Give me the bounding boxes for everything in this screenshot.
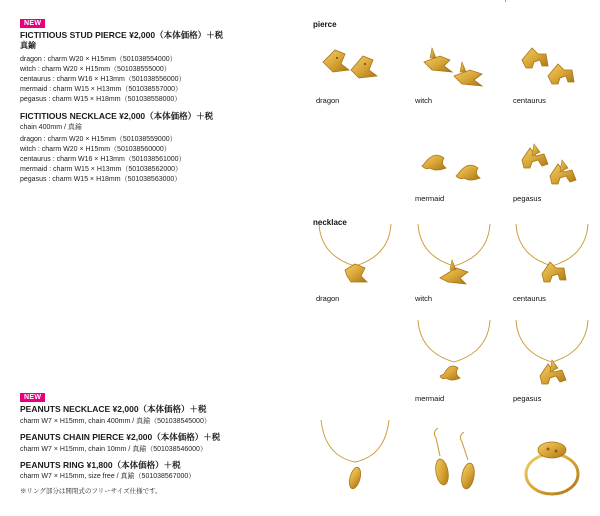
new-badge: NEW [20, 19, 45, 28]
peanuts-necklace-image [311, 416, 399, 508]
product-photo-pierce-mermaid [410, 116, 498, 208]
section-label-pierce: pierce [313, 20, 337, 29]
top-rule-mark [505, 0, 506, 2]
spec-line: charm W7 × H15mm, size free / 真鍮（501038567000） [20, 473, 196, 480]
spec-line: charm W7 × H15mm, chain 400mm / 真鍮（501038545000） [20, 418, 211, 425]
product-photo-pierce-witch [410, 18, 498, 110]
product-photo-peanuts-necklace [311, 416, 399, 508]
photo-label: dragon [316, 96, 340, 105]
fictitious-necklace-chain: chain 400mm / 真鍮 [20, 124, 82, 131]
spec-line: dragon : charm W20 × H15mm（501038559000） [20, 136, 177, 143]
photo-label: dragon [316, 294, 340, 303]
photo-label: pegasus [513, 394, 542, 403]
product-photo-peanuts-ring [508, 416, 596, 508]
spec-line: centaurus : charm W16 × H13mm（501038556000） [20, 76, 186, 83]
product-photo-necklace-pegasus [508, 316, 596, 408]
photo-label: mermaid [415, 394, 445, 403]
product-photo-necklace-centaurus [508, 216, 596, 308]
photo-label: witch [415, 294, 433, 303]
product-photo-necklace-dragon [311, 216, 399, 308]
photo-label: centaurus [513, 294, 546, 303]
product-photo-necklace-witch [410, 216, 498, 308]
fictitious-pierce-material: 真鍮 [20, 41, 36, 50]
spec-line: centaurus : charm W16 × H13mm（501038561000） [20, 156, 186, 163]
section-label-necklace: necklace [313, 218, 347, 227]
peanuts-necklace-title: PEANUTS NECKLACE ¥2,000（本体価格）＋税 [20, 404, 207, 414]
product-photo-pierce-pegasus [508, 116, 596, 208]
peanuts-chain-pierce-title: PEANUTS CHAIN PIERCE ¥2,000（本体価格）＋税 [20, 432, 221, 442]
new-badge: NEW [20, 393, 45, 402]
product-photo-peanuts-chain-pierce [410, 416, 498, 508]
ring-note: ※リング部分は開閉式のフリーサイズ仕様です。 [20, 488, 162, 495]
photo-label: pegasus [513, 194, 542, 203]
fictitious-necklace-title: FICTITIOUS NECKLACE ¥2,000（本体価格）＋税 [20, 111, 214, 121]
spec-line: pegasus : charm W15 × H18mm（501038563000） [20, 176, 182, 183]
product-photo-pierce-dragon [311, 18, 399, 110]
product-photo-pierce-centaurus [508, 18, 596, 110]
fictitious-pierce-title: FICTITIOUS STUD PIERCE ¥2,000（本体価格）＋税 [20, 30, 224, 40]
spec-line: charm W7 × H15mm, chain 10mm / 真鍮（501038546000） [20, 446, 207, 453]
peanuts-ring-title: PEANUTS RING ¥1,800（本体価格）＋税 [20, 460, 181, 470]
photo-label: mermaid [415, 194, 445, 203]
spec-line: witch : charm W20 × H15mm（501038555000） [20, 66, 171, 73]
spec-line: mermaid : charm W15 × H13mm（501038562000） [20, 166, 183, 173]
photo-label: centaurus [513, 96, 546, 105]
photo-label: witch [415, 96, 433, 105]
spec-line: pegasus : charm W15 × H18mm（501038558000） [20, 96, 182, 103]
peanuts-ring-image [508, 416, 596, 508]
spec-line: witch : charm W20 × H15mm（501038560000） [20, 146, 171, 153]
spec-line: dragon : charm W20 × H15mm（501038554000） [20, 56, 177, 63]
peanuts-chain-pierce-image [410, 416, 498, 508]
spec-line: mermaid : charm W15 × H13mm（501038557000） [20, 86, 183, 93]
product-photo-necklace-mermaid [410, 316, 498, 408]
